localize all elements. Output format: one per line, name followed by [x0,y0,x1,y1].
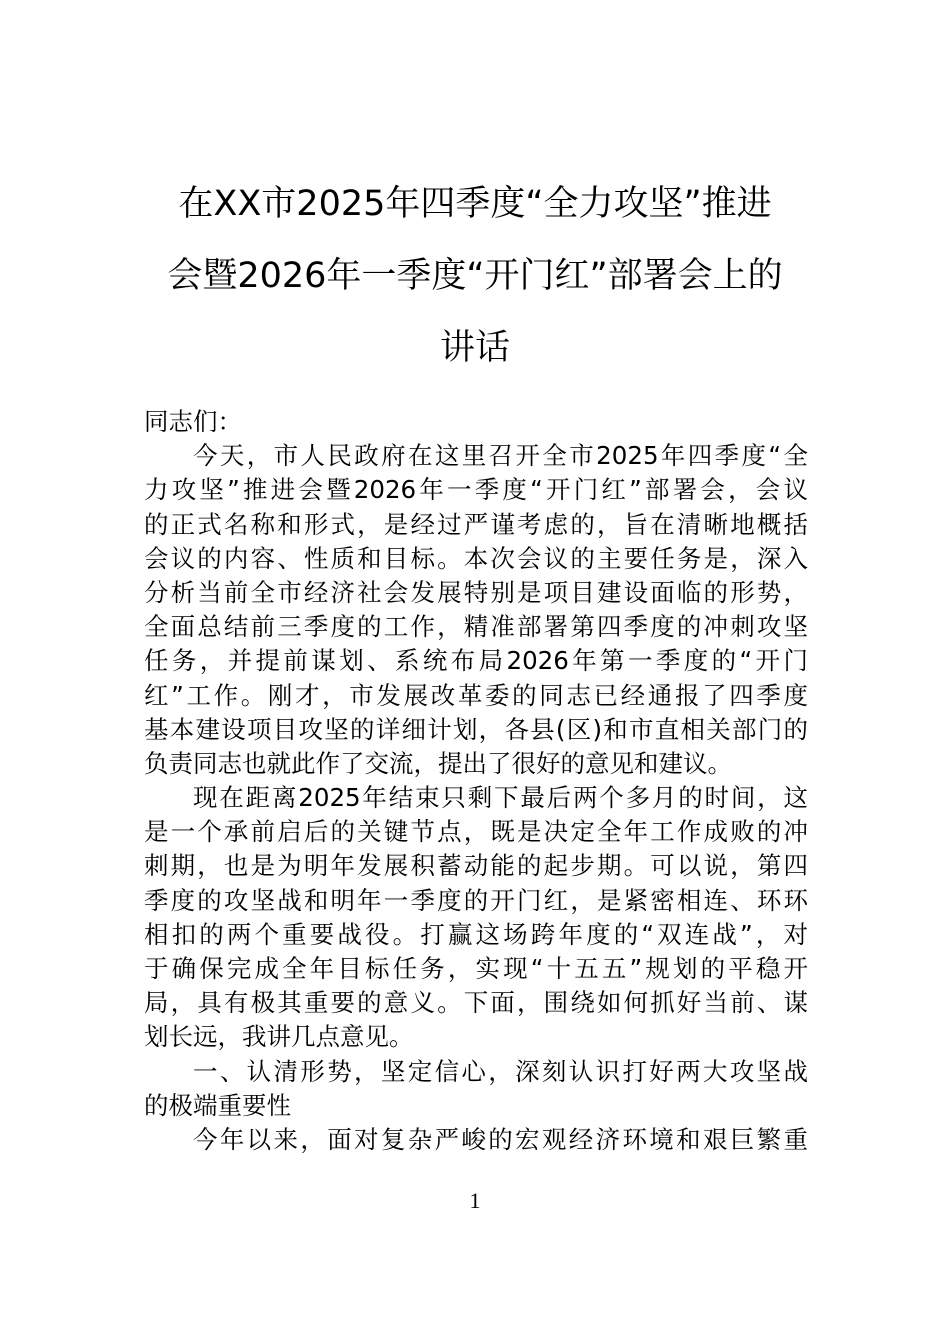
title-line: 在XX市2025年四季度“全力攻坚”推进 [178,184,772,224]
page-number: 1 [469,1188,481,1213]
title-line: 讲话 [439,328,510,368]
text-line: 季度的攻坚战和明年一季度的开门红，是紧密相连、环环 [144,885,808,915]
text-line: 会议的内容、性质和目标。本次会议的主要任务是，深入 [144,543,808,573]
salutation: 同志们： [144,407,242,436]
text-line: 现在距离2025年结束只剩下最后两个多月的时间，这 [193,783,808,813]
text-line: 今天，市人民政府在这里召开全市2025年四季度“全 [193,441,808,471]
title-line: 会暨2026年一季度“开门红”部署会上的 [167,256,783,296]
paragraph-section-1 [144,1123,808,1157]
text-line: 力攻坚”推进会暨2026年一季度“开门红”部署会，会议 [144,475,808,505]
document-title [140,168,810,384]
text-line: 任务，并提前谋划、系统布局2026年第一季度的“开门 [144,646,808,676]
text-line: 局，具有极其重要的意义。下面，围绕如何抓好当前、谋 [144,988,808,1018]
text-line: 于确保完成全年目标任务，实现“十五五”规划的平稳开 [144,954,808,983]
document-body [144,405,808,1157]
heading-line: 一、认清形势，坚定信心，深刻认识打好两大攻坚战 [193,1056,808,1086]
text-line: 今年以来，面对复杂严峻的宏观经济环境和艰巨繁重 [193,1124,808,1154]
text-line: 刺期，也是为明年发展积蓄动能的起步期。可以说，第四 [144,851,808,881]
text-line: 是一个承前启后的关键节点，既是决定全年工作成败的冲 [144,817,808,847]
paragraph-context [144,781,808,1055]
paragraph-intro [144,439,808,781]
text-line: 基本建设项目攻坚的详细计划，各县(区)和市直相关部门的 [144,714,808,744]
heading-line: 的极端重要性 [144,1090,291,1120]
text-line: 相扣的两个重要战役。打赢这场跨年度的“双连战”，对 [144,919,808,949]
text-line: 的正式名称和形式，是经过严谨考虑的，旨在清晰地概括 [144,509,808,539]
text-line: 负责同志也就此作了交流，提出了很好的意见和建议。 [144,748,732,778]
text-line: 划长远，我讲几点意见。 [144,1022,414,1052]
section-heading-1 [144,1055,808,1123]
text-line: 红”工作。刚才，市发展改革委的同志已经通报了四季度 [144,680,808,710]
text-line: 分析当前全市经济社会发展特别是项目建设面临的形势， [144,577,808,607]
text-line: 全面总结前三季度的工作，精准部署第四季度的冲刺攻坚 [144,612,808,642]
